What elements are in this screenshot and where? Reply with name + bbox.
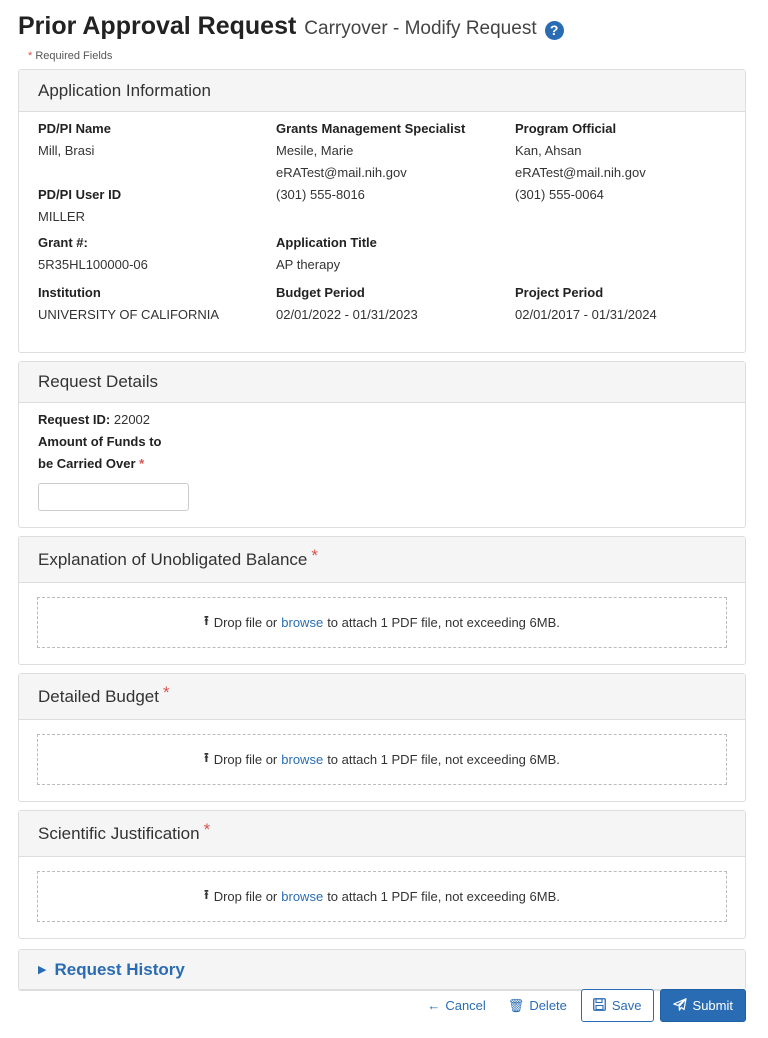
amount-label-line2-row — [38, 453, 726, 475]
browse-link[interactable]: browse — [281, 615, 324, 630]
detailed-budget-title: Detailed Budget — [38, 686, 159, 706]
cancel-button[interactable] — [419, 992, 493, 1019]
request-details-body — [19, 403, 745, 527]
application-information-panel — [18, 69, 746, 353]
application-information-body — [19, 112, 745, 352]
amount-required-star: * — [139, 456, 145, 471]
dropzone-prefix: Drop file or — [213, 889, 278, 904]
pdpi-name-field — [38, 118, 111, 162]
caret-right-icon: ▶ — [38, 964, 47, 976]
gms-email: eRATest@mail.nih.gov — [276, 165, 407, 180]
institution-label: Institution — [38, 285, 101, 300]
pdpi-user-id-value: MILLER — [38, 209, 85, 224]
project-period-field — [515, 282, 657, 326]
dropzone-prefix: Drop file or — [213, 615, 278, 630]
pdpi-user-id-field — [38, 184, 121, 228]
scientific-justification-heading — [19, 811, 745, 857]
save-button[interactable] — [581, 989, 654, 1022]
form-actions — [419, 989, 746, 1022]
program-official-email: eRATest@mail.nih.gov — [515, 165, 646, 180]
application-information-heading: Application Information — [19, 70, 745, 112]
scientific-justification-panel — [18, 810, 746, 939]
program-official-name: Kan, Ahsan — [515, 143, 582, 158]
required-fields-label: Required Fields — [35, 50, 113, 62]
paper-plane-icon — [673, 998, 687, 1014]
help-icon[interactable]: ? — [545, 21, 564, 40]
page-title: Prior Approval Request — [18, 12, 297, 40]
submit-label: Submit — [692, 998, 733, 1013]
required-star: * — [162, 682, 170, 702]
request-id-value: 22002 — [113, 412, 151, 427]
budget-period-label: Budget Period — [276, 285, 365, 300]
required-star: * — [203, 819, 211, 839]
project-period-label: Project Period — [515, 285, 604, 300]
institution-value: UNIVERSITY OF CALIFORNIA — [38, 307, 220, 322]
budget-period-field — [276, 282, 418, 326]
application-title-label: Application Title — [276, 235, 377, 250]
unobligated-balance-body — [19, 583, 745, 664]
grant-number-value: 5R35HL100000-06 — [38, 257, 148, 272]
budget-period-value: 02/01/2022 - 01/31/2023 — [276, 307, 418, 322]
request-id-label: Request ID: — [38, 412, 111, 427]
program-official-phone: (301) 555-0064 — [515, 187, 604, 202]
amount-carried-over-input[interactable] — [38, 483, 189, 511]
page — [18, 12, 746, 999]
grant-number-field — [38, 232, 148, 276]
pdpi-name-label: PD/PI Name — [38, 121, 111, 136]
required-star: * — [311, 545, 318, 565]
upload-icon: ⭱ — [204, 612, 209, 628]
detailed-budget-heading — [19, 674, 745, 720]
delete-button[interactable] — [500, 992, 575, 1020]
unobligated-balance-dropzone[interactable] — [37, 597, 727, 648]
arrow-left-icon: ← — [427, 998, 441, 1013]
floppy-disk-icon — [593, 998, 606, 1014]
request-details-heading: Request Details — [19, 362, 745, 403]
unobligated-balance-heading — [19, 537, 745, 583]
save-label: Save — [611, 998, 642, 1013]
pdpi-name-value: Mill, Brasi — [38, 143, 95, 158]
dropzone-suffix: to attach 1 PDF file, not exceeding 6MB. — [327, 889, 560, 904]
submit-button[interactable] — [660, 989, 746, 1022]
required-star: * — [28, 50, 33, 62]
scientific-justification-body — [19, 857, 745, 938]
detailed-budget-panel — [18, 673, 746, 802]
upload-icon: ⭱ — [204, 886, 209, 902]
dropzone-suffix: to attach 1 PDF file, not exceeding 6MB. — [327, 752, 560, 767]
scientific-justification-title: Scientific Justification — [38, 823, 200, 843]
program-official-field — [515, 118, 646, 206]
project-period-value: 02/01/2017 - 01/31/2024 — [515, 307, 657, 322]
unobligated-balance-panel — [18, 536, 746, 665]
upload-icon: ⭱ — [204, 749, 209, 765]
dropzone-suffix: to attach 1 PDF file, not exceeding 6MB. — [327, 615, 560, 630]
gms-label: Grants Management Specialist — [276, 121, 466, 136]
dropzone-prefix: Drop file or — [213, 752, 278, 767]
detailed-budget-body — [19, 720, 745, 801]
unobligated-balance-title: Explanation of Unobligated Balance — [38, 549, 308, 569]
gms-field — [276, 118, 465, 206]
amount-label — [38, 431, 726, 475]
detailed-budget-dropzone[interactable] — [37, 734, 727, 785]
amount-label-line1: Amount of Funds to — [38, 434, 162, 449]
gms-name: Mesile, Marie — [276, 143, 354, 158]
page-title-row — [18, 12, 746, 46]
cancel-label: Cancel — [445, 998, 486, 1013]
browse-link[interactable]: browse — [281, 889, 324, 904]
browse-link[interactable]: browse — [281, 752, 324, 767]
page-subtitle: Carryover - Modify Request — [304, 18, 537, 39]
request-history-label: Request History — [54, 959, 185, 979]
scientific-justification-dropzone[interactable] — [37, 871, 727, 922]
grant-number-label: Grant #: — [38, 235, 88, 250]
request-history-panel — [18, 949, 746, 991]
required-fields-note — [28, 50, 746, 63]
program-official-label: Program Official — [515, 121, 617, 136]
request-id-row — [38, 409, 726, 431]
application-title-value: AP therapy — [276, 257, 341, 272]
institution-field — [38, 282, 219, 326]
amount-label-line2: be Carried Over — [38, 456, 136, 471]
trash-icon: 🗑 — [507, 997, 525, 1013]
request-history-toggle[interactable] — [19, 950, 745, 990]
application-title-field — [276, 232, 377, 276]
delete-label: Delete — [529, 998, 567, 1013]
request-details-panel — [18, 361, 746, 528]
pdpi-user-id-label: PD/PI User ID — [38, 187, 122, 202]
gms-phone: (301) 555-8016 — [276, 187, 365, 202]
